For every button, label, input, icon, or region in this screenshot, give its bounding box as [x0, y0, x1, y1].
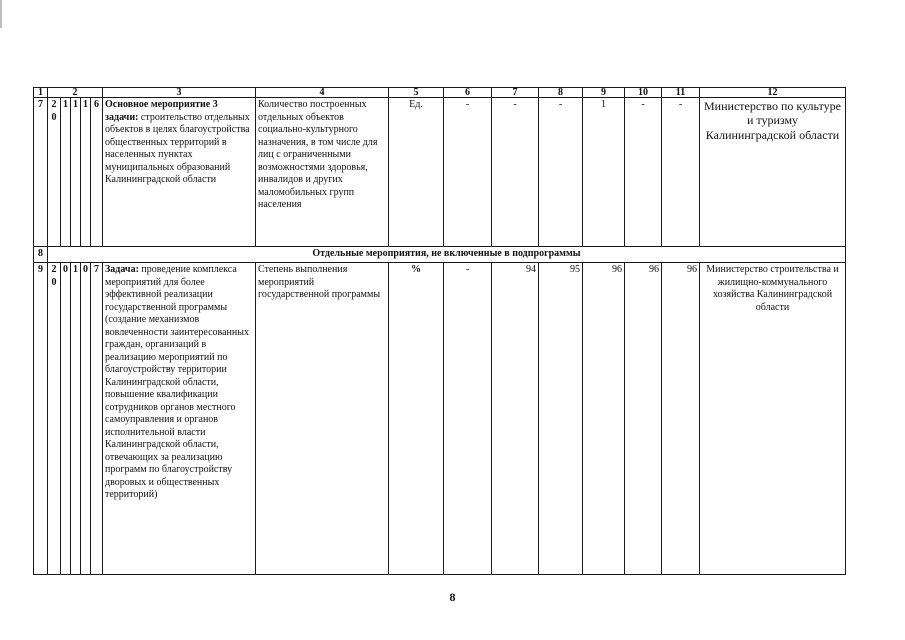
code-cell: 0 [81, 263, 91, 575]
value-cell: 1 [583, 98, 625, 247]
page-number: 8 [449, 590, 456, 604]
task-description [103, 263, 256, 575]
code-cell: 0 [61, 263, 71, 575]
value-cell: 96 [583, 263, 625, 575]
value-cell: - [539, 98, 583, 247]
code-cell: 1 [61, 98, 71, 247]
measure-description [103, 98, 256, 247]
responsible-executor: Министерство по культуре и туризму Калининградской области [700, 98, 846, 247]
header-col-1: 1 [34, 88, 48, 98]
row-number: 9 [34, 263, 48, 575]
value-cell: - [662, 98, 700, 247]
section-title: Отдельные мероприятия, не включенные в подпрограммы [48, 247, 846, 263]
responsible-executor: Министерство строительства и жилищно-коммунального хозяйства Калининградской области [700, 263, 846, 575]
header-col-6: 6 [444, 88, 492, 98]
value-cell: 94 [492, 263, 539, 575]
code-cell: 1 [81, 98, 91, 247]
header-col-3: 3 [103, 88, 256, 98]
task-text: проведение комплекса мероприятий для более эффективной реализации государственной программы (создание механизмов вовлеченности заинтересованных граждан, организаций в реализацию мероприятий по благоустройству территории Калининградской области, повышение квалификации сотрудников органов местного самоуправления и органов исполнительной власти Калининградской области, отвечающих за реализацию программ по благоустройству дворовых и общественных территорий) [105, 264, 249, 500]
task-label: Задача: [105, 264, 139, 275]
code-cell: 1 [71, 263, 81, 575]
value-cell: - [444, 98, 492, 247]
unit-cell: % [389, 263, 444, 575]
indicator-name: Количество построенных отдельных объектов социально-культурного назначения, в том числе для лиц с ограниченными возможностями здоровья, инвалидов и других маломобильных групп населения [256, 98, 389, 247]
header-col-5: 5 [389, 88, 444, 98]
header-col-12: 12 [700, 88, 846, 98]
code-cell: 20 [48, 98, 61, 247]
indicator-name: Степень выполнения мероприятий государственной программы [256, 263, 389, 575]
header-col-8: 8 [539, 88, 583, 98]
scan-edge-mark [0, 0, 2, 28]
header-col-10: 10 [625, 88, 662, 98]
value-cell: 96 [662, 263, 700, 575]
value-cell: - [625, 98, 662, 247]
indicators-table [33, 87, 846, 575]
header-col-9: 9 [583, 88, 625, 98]
table-row-7 [34, 98, 846, 247]
header-col-4: 4 [256, 88, 389, 98]
header-col-2: 2 [48, 88, 103, 98]
value-cell: - [492, 98, 539, 247]
value-cell: 96 [625, 263, 662, 575]
row-number: 7 [34, 98, 48, 247]
unit-cell: Ед. [389, 98, 444, 247]
code-cell: 6 [91, 98, 103, 247]
measure-text: строительство отдельных объектов в целях благоустройства общественных территорий в населенных пунктах муниципальных образований Калининградской области [105, 111, 250, 185]
measure-label: Основное мероприятие 3 задачи: [105, 99, 218, 123]
value-cell: - [444, 263, 492, 575]
value-cell: 95 [539, 263, 583, 575]
header-col-7: 7 [492, 88, 539, 98]
header-col-11: 11 [662, 88, 700, 98]
table-row-8 [34, 247, 846, 263]
row-number: 8 [34, 247, 48, 263]
code-cell: 7 [91, 263, 103, 575]
column-number-row [34, 88, 846, 98]
code-cell: 1 [71, 98, 81, 247]
table-row-9 [34, 263, 846, 575]
code-cell: 20 [48, 263, 61, 575]
